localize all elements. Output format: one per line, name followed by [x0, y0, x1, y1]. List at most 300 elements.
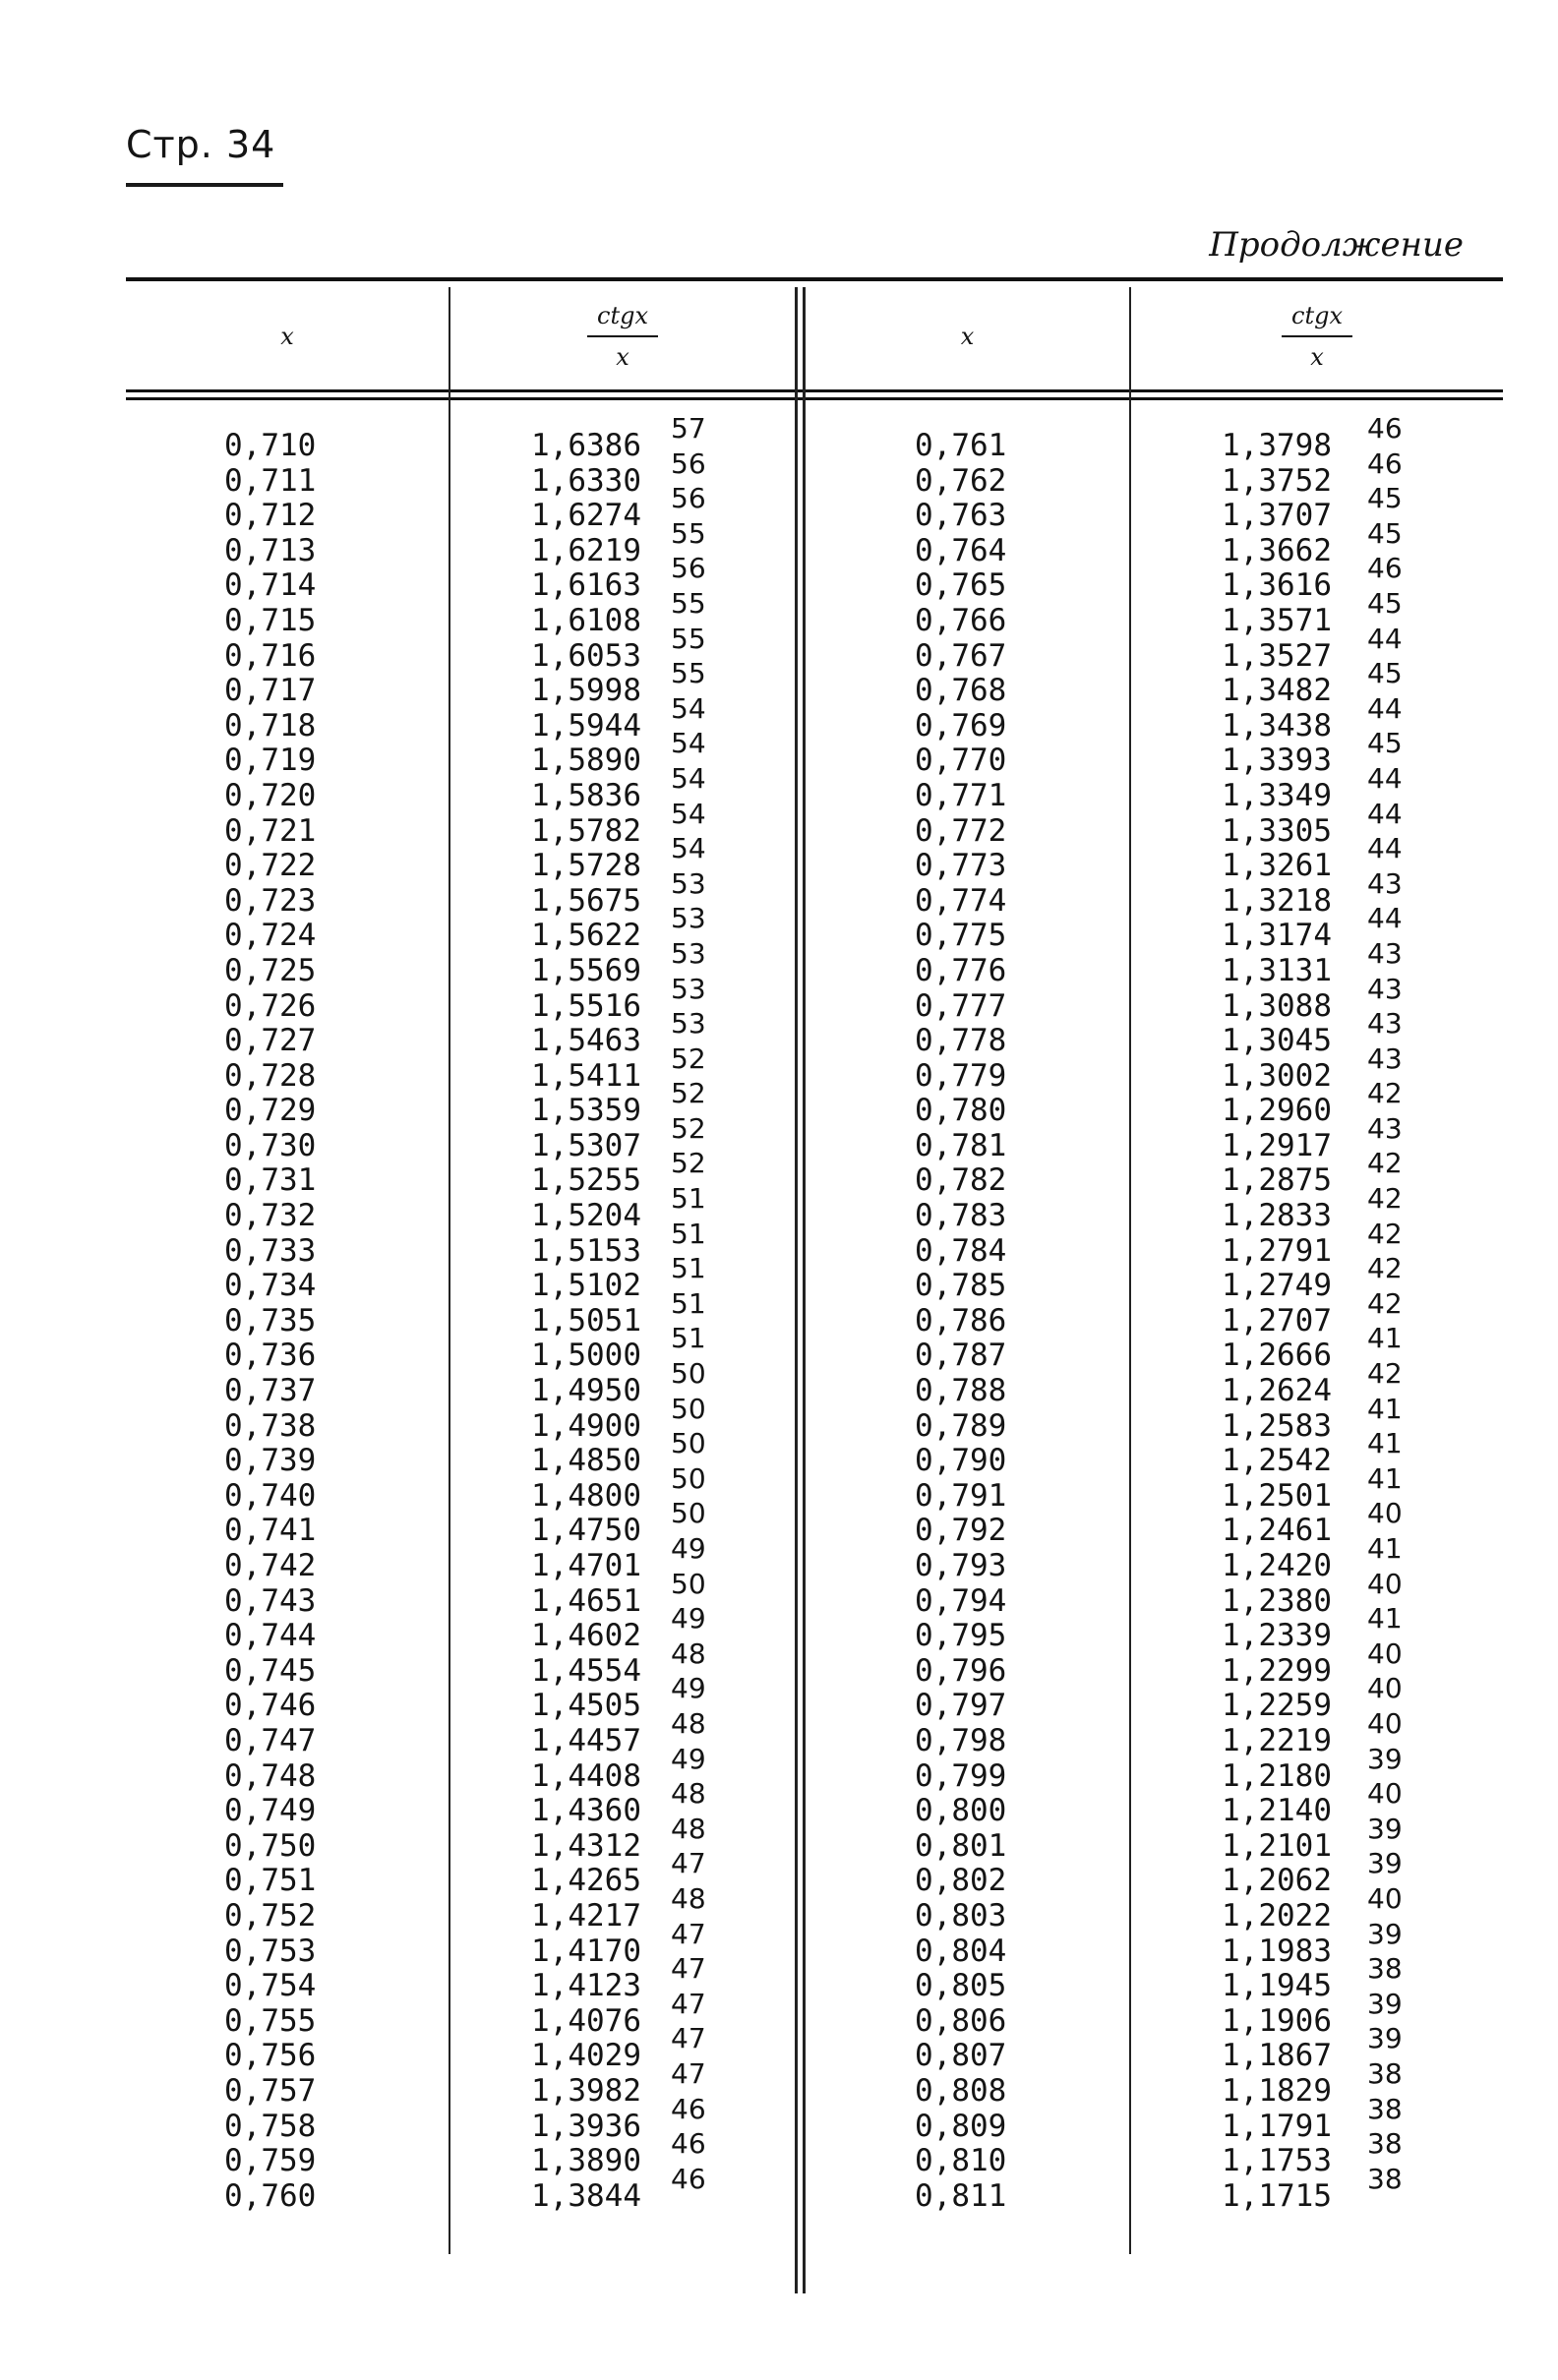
table-cell: 54 [671, 691, 706, 725]
table-cell: 1,2380 [1222, 1582, 1332, 1619]
table-cell: 45 [1367, 482, 1403, 515]
table-cell: 0,723 [224, 882, 317, 919]
table-cell: 1,2180 [1222, 1757, 1332, 1794]
table-cell: 47 [671, 1847, 706, 1880]
table-cell: 0,792 [915, 1513, 1007, 1549]
table-cell: 1,4750 [531, 1513, 641, 1549]
table-cell: 1,6053 [531, 637, 641, 674]
table-cell: 52 [671, 1111, 706, 1145]
table-cell: 55 [671, 657, 706, 690]
table-cell: 0,801 [915, 1827, 1007, 1864]
table-cell: 1,3131 [1222, 952, 1332, 988]
table-cell: 1,2062 [1222, 1863, 1332, 1899]
table-cell: 39 [1367, 1742, 1403, 1775]
table-cell: 0,769 [915, 707, 1007, 744]
table-cell: 54 [671, 797, 706, 830]
header-ratio-right [1131, 285, 1503, 387]
continuation-label: Продолжение [1209, 225, 1464, 265]
table-cell: 47 [671, 2022, 706, 2055]
ratio-denominator-right: x [1310, 343, 1324, 371]
table-cell: 0,722 [224, 848, 317, 884]
table-cell: 1,6219 [531, 532, 641, 568]
table-cell: 1,5307 [531, 1127, 641, 1163]
table-cell: 49 [671, 1672, 706, 1705]
table-cell: 0,768 [915, 673, 1007, 709]
ratio-column-left [531, 429, 641, 2214]
table-cell: 1,4850 [531, 1443, 641, 1479]
table-cell: 1,2420 [1222, 1548, 1332, 1583]
column-divider-middle-b [803, 287, 806, 2293]
table-cell: 1,3707 [1222, 498, 1332, 534]
table-cell: 43 [1367, 936, 1403, 970]
table-cell: 1,3349 [1222, 777, 1332, 813]
table-cell: 1,2791 [1222, 1232, 1332, 1269]
table-cell: 1,2960 [1222, 1093, 1332, 1129]
table-cell: 44 [1367, 622, 1403, 655]
table-cell: 46 [671, 2127, 706, 2161]
table-cell: 47 [671, 1952, 706, 1986]
table-cell: 0,799 [915, 1757, 1007, 1794]
table-cell: 0,761 [915, 428, 1007, 463]
table-cell: 1,3088 [1222, 987, 1332, 1024]
table-cell: 50 [671, 1427, 706, 1460]
table-cell: 0,785 [915, 1268, 1007, 1304]
table-cell: 0,745 [224, 1652, 317, 1689]
table-cell: 0,763 [915, 498, 1007, 534]
table-cell: 1,3218 [1222, 882, 1332, 919]
table-cell: 52 [671, 1041, 706, 1075]
table-cell: 0,767 [915, 637, 1007, 674]
table-cell: 1,3261 [1222, 848, 1332, 884]
table-cell: 1,5516 [531, 987, 641, 1024]
table-cell: 0,715 [224, 602, 317, 638]
table-cell: 1,5000 [531, 1338, 641, 1374]
table-cell: 38 [1367, 2127, 1403, 2161]
table-cell: 0,802 [915, 1863, 1007, 1899]
table-cell: 1,5728 [531, 848, 641, 884]
table-cell: 1,5411 [531, 1057, 641, 1094]
table-cell: 1,2666 [1222, 1338, 1332, 1374]
table-cell: 1,4900 [531, 1407, 641, 1444]
page-header [126, 123, 276, 166]
table-cell: 44 [1367, 832, 1403, 865]
table-cell: 0,720 [224, 777, 317, 813]
table-cell: 0,752 [224, 1897, 317, 1934]
table-cell: 0,732 [224, 1198, 317, 1234]
table-cell: 0,776 [915, 952, 1007, 988]
table-cell: 1,3305 [1222, 812, 1332, 849]
table-cell: 1,3045 [1222, 1023, 1332, 1059]
column-divider-3 [1129, 287, 1131, 2254]
table-cell: 1,5463 [531, 1023, 641, 1059]
table-cell: 1,2140 [1222, 1793, 1332, 1829]
table-cell: 55 [671, 516, 706, 550]
table-cell: 0,735 [224, 1302, 317, 1339]
table-cell: 1,6274 [531, 498, 641, 534]
ratio-column-right [1222, 429, 1332, 2214]
table-cell: 0,753 [224, 1933, 317, 1969]
table-cell: 0,766 [915, 602, 1007, 638]
table-cell: 1,2259 [1222, 1688, 1332, 1724]
table-cell: 1,5622 [531, 918, 641, 954]
table-cell: 1,5051 [531, 1302, 641, 1339]
table-cell: 1,2461 [1222, 1513, 1332, 1549]
table-cell: 0,782 [915, 1162, 1007, 1199]
table-cell: 47 [671, 2056, 706, 2090]
table-cell: 53 [671, 1007, 706, 1041]
table-cell: 53 [671, 866, 706, 900]
table-cell: 1,4554 [531, 1652, 641, 1689]
table-cell: 47 [671, 1917, 706, 1950]
table-cell: 0,786 [915, 1302, 1007, 1339]
table-cell: 0,805 [915, 1968, 1007, 2004]
table-cell: 0,719 [224, 743, 317, 779]
table-cell: 49 [671, 1742, 706, 1775]
table-cell: 1,2624 [1222, 1373, 1332, 1409]
table-cell: 0,784 [915, 1232, 1007, 1269]
table-cell: 1,1715 [1222, 2177, 1332, 2214]
table-cell: 0,726 [224, 987, 317, 1024]
table-cell: 41 [1367, 1427, 1403, 1460]
table-cell: 0,724 [224, 918, 317, 954]
table-cell: 1,3798 [1222, 428, 1332, 463]
table-cell: 42 [1367, 1147, 1403, 1180]
page-number: Стр. 34 [126, 123, 276, 166]
table-cell: 0,779 [915, 1057, 1007, 1094]
table-cell: 0,791 [915, 1477, 1007, 1514]
table-cell: 0,738 [224, 1407, 317, 1444]
table-cell: 1,6386 [531, 428, 641, 463]
table-cell: 1,4029 [531, 2038, 641, 2074]
table-cell: 1,3174 [1222, 918, 1332, 954]
table-cell: 43 [1367, 972, 1403, 1005]
table-cell: 0,795 [915, 1618, 1007, 1654]
table-cell: 0,807 [915, 2038, 1007, 2074]
table-cell: 0,804 [915, 1933, 1007, 1969]
table-cell: 1,2917 [1222, 1127, 1332, 1163]
table-cell: 1,3616 [1222, 567, 1332, 604]
table-cell: 0,711 [224, 462, 317, 499]
table-cell: 0,746 [224, 1688, 317, 1724]
table-cell: 40 [1367, 1497, 1403, 1530]
table-cell: 41 [1367, 1532, 1403, 1565]
table-cell: 0,780 [915, 1093, 1007, 1129]
table-top-rule [126, 277, 1503, 281]
table-cell: 0,731 [224, 1162, 317, 1199]
table-cell: 43 [1367, 1111, 1403, 1145]
difference-column-right [1367, 411, 1403, 2196]
table-cell: 42 [1367, 1182, 1403, 1216]
table-cell: 1,4701 [531, 1548, 641, 1583]
table-cell: 0,771 [915, 777, 1007, 813]
table-cell: 0,758 [224, 2108, 317, 2144]
table-cell: 1,3936 [531, 2108, 641, 2144]
table-cell: 45 [1367, 586, 1403, 620]
ratio-numerator-left: ctgx [587, 302, 658, 337]
table-cell: 46 [1367, 552, 1403, 585]
table-cell: 0,712 [224, 498, 317, 534]
table-cell: 0,811 [915, 2177, 1007, 2214]
table-cell: 50 [671, 1461, 706, 1495]
table-cell: 42 [1367, 1077, 1403, 1110]
table-cell: 42 [1367, 1217, 1403, 1250]
table-cell: 0,762 [915, 462, 1007, 499]
difference-column-left [671, 411, 706, 2196]
table-cell: 0,808 [915, 2072, 1007, 2109]
table-cell: 1,4217 [531, 1897, 641, 1934]
table-cell: 0,714 [224, 567, 317, 604]
table-cell: 0,756 [224, 2038, 317, 2074]
table-cell: 51 [671, 1286, 706, 1320]
table-cell: 0,748 [224, 1757, 317, 1794]
table-cell: 46 [671, 2162, 706, 2195]
table-cell: 0,770 [915, 743, 1007, 779]
table-cell: 1,1829 [1222, 2072, 1332, 2109]
table-cell: 1,5153 [531, 1232, 641, 1269]
table-cell: 1,3571 [1222, 602, 1332, 638]
table-cell: 45 [1367, 516, 1403, 550]
table-cell: 1,2501 [1222, 1477, 1332, 1514]
table-cell: 0,742 [224, 1548, 317, 1583]
table-cell: 54 [671, 761, 706, 795]
table-cell: 47 [671, 1987, 706, 2020]
table-cell: 0,716 [224, 637, 317, 674]
table-cell: 0,765 [915, 567, 1007, 604]
table-cell: 1,5944 [531, 707, 641, 744]
table-cell: 0,789 [915, 1407, 1007, 1444]
table-cell: 46 [671, 2092, 706, 2125]
table-cell: 0,790 [915, 1443, 1007, 1479]
table-cell: 44 [1367, 902, 1403, 935]
table-cell: 56 [671, 552, 706, 585]
table-cell: 0,725 [224, 952, 317, 988]
table-cell: 50 [671, 1567, 706, 1600]
table-cell: 0,797 [915, 1688, 1007, 1724]
table-cell: 1,3662 [1222, 532, 1332, 568]
table-cell: 49 [671, 1532, 706, 1565]
table-cell: 1,3438 [1222, 707, 1332, 744]
ratio-numerator-right: ctgx [1282, 302, 1352, 337]
table-cell: 1,1753 [1222, 2143, 1332, 2179]
table-cell: 1,2022 [1222, 1897, 1332, 1934]
table-cell: 0,772 [915, 812, 1007, 849]
header-rule-2 [126, 397, 1503, 400]
table-cell: 48 [671, 1812, 706, 1845]
table-cell: 42 [1367, 1252, 1403, 1285]
table-cell: 55 [671, 622, 706, 655]
table-cell: 1,5836 [531, 777, 641, 813]
table-cell: 1,2707 [1222, 1302, 1332, 1339]
table-cell: 0,741 [224, 1513, 317, 1549]
table-cell: 0,740 [224, 1477, 317, 1514]
table-cell: 51 [671, 1182, 706, 1216]
table-cell: 1,1945 [1222, 1968, 1332, 2004]
table-cell: 1,5102 [531, 1268, 641, 1304]
table-cell: 0,760 [224, 2177, 317, 2214]
table-cell: 55 [671, 586, 706, 620]
table-cell: 1,5998 [531, 673, 641, 709]
table-cell: 56 [671, 482, 706, 515]
table-cell: 0,728 [224, 1057, 317, 1094]
table-cell: 1,3844 [531, 2177, 641, 2214]
table-cell: 38 [1367, 2056, 1403, 2090]
table-cell: 44 [1367, 761, 1403, 795]
table-cell: 0,755 [224, 2002, 317, 2039]
table-cell: 52 [671, 1077, 706, 1110]
table-cell: 1,2339 [1222, 1618, 1332, 1654]
table-cell: 41 [1367, 1602, 1403, 1636]
table-cell: 0,710 [224, 428, 317, 463]
table-cell: 1,5890 [531, 743, 641, 779]
table-cell: 0,806 [915, 2002, 1007, 2039]
table-cell: 48 [671, 1636, 706, 1670]
table-cell: 1,2101 [1222, 1827, 1332, 1864]
table-cell: 1,3482 [1222, 673, 1332, 709]
table-cell: 40 [1367, 1567, 1403, 1600]
table-cell: 52 [671, 1147, 706, 1180]
table-cell: 1,4076 [531, 2002, 641, 2039]
table-cell: 50 [671, 1392, 706, 1425]
table-cell: 1,4602 [531, 1618, 641, 1654]
table-cell: 39 [1367, 1847, 1403, 1880]
table-cell: 1,4123 [531, 1968, 641, 2004]
table-cell: 0,734 [224, 1268, 317, 1304]
table-cell: 45 [1367, 727, 1403, 760]
header-x-left-text: x [280, 323, 294, 350]
table-cell: 0,749 [224, 1793, 317, 1829]
table-cell: 39 [1367, 2022, 1403, 2055]
table-cell: 0,794 [915, 1582, 1007, 1619]
table-cell: 1,4265 [531, 1863, 641, 1899]
table-cell: 1,3393 [1222, 743, 1332, 779]
table-cell: 0,750 [224, 1827, 317, 1864]
header-ratio-left [450, 285, 795, 387]
table-cell: 1,6330 [531, 462, 641, 499]
table-cell: 44 [1367, 691, 1403, 725]
table-cell: 1,3527 [1222, 637, 1332, 674]
x-column-left [224, 429, 316, 2214]
table-cell: 53 [671, 936, 706, 970]
table-cell: 1,4505 [531, 1688, 641, 1724]
table-cell: 54 [671, 727, 706, 760]
table-cell: 1,4800 [531, 1477, 641, 1514]
table-cell: 48 [671, 1706, 706, 1740]
table-cell: 0,729 [224, 1093, 317, 1129]
table-cell: 0,718 [224, 707, 317, 744]
table-cell: 0,800 [915, 1793, 1007, 1829]
table-cell: 1,2875 [1222, 1162, 1332, 1199]
table-cell: 0,757 [224, 2072, 317, 2109]
table-cell: 50 [671, 1497, 706, 1530]
table-cell: 50 [671, 1357, 706, 1391]
table-cell: 0,751 [224, 1863, 317, 1899]
table-cell: 1,1867 [1222, 2038, 1332, 2074]
table-cell: 1,4457 [531, 1722, 641, 1758]
ratio-fraction-right [1282, 302, 1352, 371]
table-cell: 40 [1367, 1636, 1403, 1670]
table-cell: 1,5204 [531, 1198, 641, 1234]
table-cell: 1,2749 [1222, 1268, 1332, 1304]
table-cell: 0,730 [224, 1127, 317, 1163]
table-cell: 1,5569 [531, 952, 641, 988]
table-cell: 0,775 [915, 918, 1007, 954]
table-cell: 1,5675 [531, 882, 641, 919]
table-cell: 53 [671, 972, 706, 1005]
table-cell: 0,747 [224, 1722, 317, 1758]
table-cell: 0,787 [915, 1338, 1007, 1374]
table-cell: 43 [1367, 866, 1403, 900]
table-cell: 40 [1367, 1672, 1403, 1705]
x-column-right [915, 429, 1006, 2214]
table-cell: 1,4408 [531, 1757, 641, 1794]
table-cell: 0,796 [915, 1652, 1007, 1689]
table-cell: 54 [671, 832, 706, 865]
table-cell: 0,713 [224, 532, 317, 568]
table-cell: 0,743 [224, 1582, 317, 1619]
table-cell: 51 [671, 1217, 706, 1250]
table-cell: 38 [1367, 1952, 1403, 1986]
table-cell: 1,5255 [531, 1162, 641, 1199]
table-cell: 0,781 [915, 1127, 1007, 1163]
header-rule-1 [126, 389, 1503, 392]
table-cell: 41 [1367, 1392, 1403, 1425]
column-divider-1 [449, 287, 450, 2254]
table-cell: 0,809 [915, 2108, 1007, 2144]
table-cell: 42 [1367, 1286, 1403, 1320]
table-cell: 51 [671, 1322, 706, 1355]
table-cell: 42 [1367, 1357, 1403, 1391]
table-cell: 48 [671, 1881, 706, 1915]
table-cell: 1,6108 [531, 602, 641, 638]
table-cell: 43 [1367, 1041, 1403, 1075]
table-cell: 46 [1367, 412, 1403, 445]
table-cell: 1,2542 [1222, 1443, 1332, 1479]
table-cell: 0,774 [915, 882, 1007, 919]
table-cell: 1,2299 [1222, 1652, 1332, 1689]
table-cell: 0,737 [224, 1373, 317, 1409]
table-cell: 0,721 [224, 812, 317, 849]
table-cell: 1,5782 [531, 812, 641, 849]
table-cell: 0,739 [224, 1443, 317, 1479]
table-cell: 0,733 [224, 1232, 317, 1269]
table-cell: 41 [1367, 1322, 1403, 1355]
table-cell: 46 [1367, 446, 1403, 480]
table-cell: 43 [1367, 1007, 1403, 1041]
table-cell: 48 [671, 1777, 706, 1811]
table-cell: 45 [1367, 657, 1403, 690]
table-cell: 0,798 [915, 1722, 1007, 1758]
table-cell: 39 [1367, 1812, 1403, 1845]
table-cell: 57 [671, 412, 706, 445]
table-cell: 40 [1367, 1881, 1403, 1915]
table-cell: 1,2219 [1222, 1722, 1332, 1758]
table-cell: 0,810 [915, 2143, 1007, 2179]
header-x-left [126, 285, 449, 387]
table-cell: 0,736 [224, 1338, 317, 1374]
table-cell: 1,4360 [531, 1793, 641, 1829]
table-cell: 0,773 [915, 848, 1007, 884]
table-cell: 0,803 [915, 1897, 1007, 1934]
page-number-underline [126, 183, 283, 187]
table-cell: 0,764 [915, 532, 1007, 568]
table-cell: 44 [1367, 797, 1403, 830]
table-cell: 0,754 [224, 1968, 317, 2004]
table-cell: 38 [1367, 2092, 1403, 2125]
table-cell: 0,744 [224, 1618, 317, 1654]
table-cell: 1,3982 [531, 2072, 641, 2109]
column-divider-middle-a [795, 287, 798, 2293]
table-cell: 1,4651 [531, 1582, 641, 1619]
